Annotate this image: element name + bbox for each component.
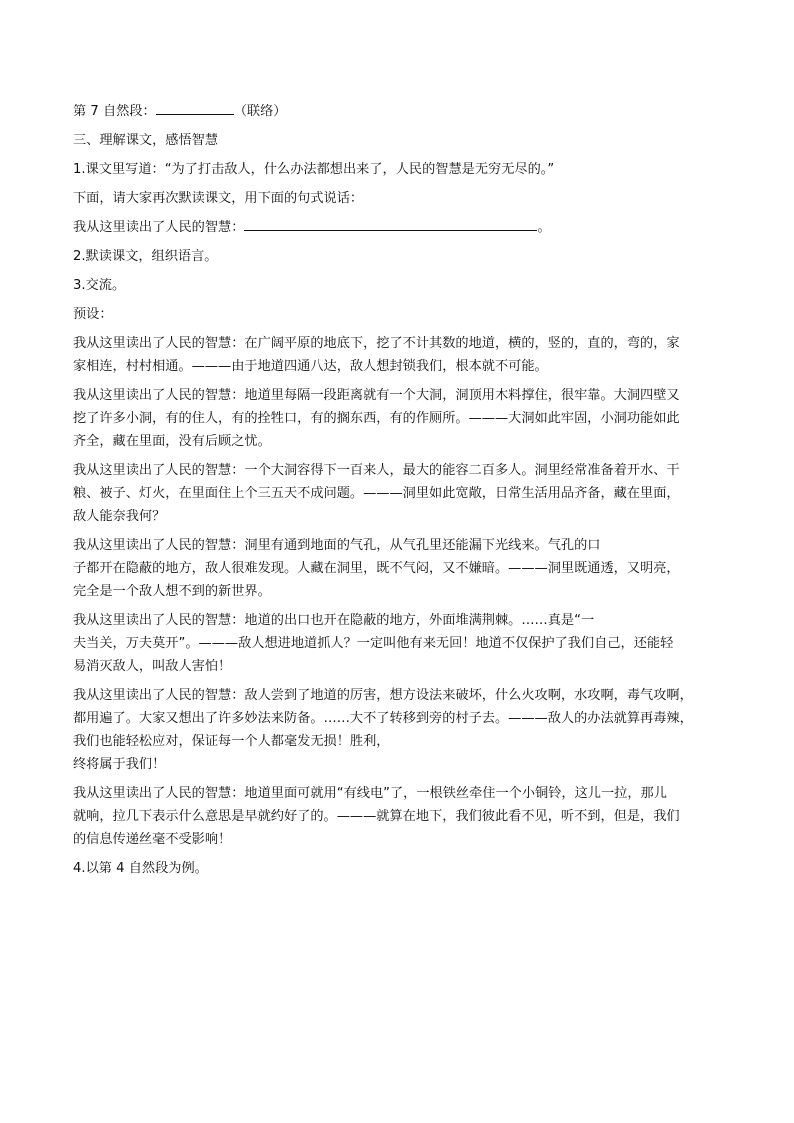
- paragraph-7-line: [73, 100, 733, 123]
- sentence-pattern-line: [73, 216, 733, 239]
- answer-line: 子都开在隐蔽的地方，敌人很难发现。人藏在洞里，既不气闷，又不嫌暗。———洞里既通透，又明亮，: [73, 561, 680, 576]
- sentence-pattern-label: 我从这里读出了人民的智慧：: [73, 220, 245, 235]
- answer-paragraph: [73, 609, 733, 678]
- fill-in-blank[interactable]: [156, 100, 234, 115]
- answer-list: [73, 332, 733, 857]
- answer-paragraph: [73, 459, 733, 528]
- answer-line: 我从这里读出了人民的智慧：一个大洞容得下一百来人，最大的能容二百多人。洞里经常准备着开水、干: [73, 463, 680, 478]
- question-3: 3.交流。: [73, 278, 126, 293]
- answer-paragraph: [73, 684, 733, 776]
- instruction-text: 下面，请大家再次默读课文，用下面的句式说话：: [73, 191, 364, 206]
- answer-paragraph: [73, 384, 733, 453]
- answer-line: 我从这里读出了人民的智慧：地道的出口也开在隐蔽的地方，外面堆满荆棘。……真是“一: [73, 613, 595, 628]
- answer-line: 家相连，村村相通。———由于地道四通八达，敌人想封锁我们，根本就不可能。: [73, 359, 548, 374]
- answer-line: 都用遍了。大家又想出了许多妙法来防备。……大不了转移到旁的村子去。———敌人的办法就算再毒辣，: [73, 711, 693, 726]
- paragraph-7-suffix: （联络）: [233, 104, 287, 119]
- answer-line: 终将属于我们！: [73, 757, 166, 772]
- answer-paragraph: [73, 332, 733, 378]
- answer-line: 我从这里读出了人民的智慧：敌人尝到了地道的厉害，想方设法来破坏，什么火攻啊，水攻啊，毒气攻啊，: [73, 688, 693, 703]
- answer-line: 易消灭敌人，叫敌人害怕！: [73, 659, 232, 674]
- answer-line: 我从这里读出了人民的智慧：在广阔平原的地底下，挖了不计其数的地道，横的，竖的，直的，弯的，家: [73, 336, 680, 351]
- answer-line: 我们也能轻松应对，保证每一个人都毫发无损！胜利，: [73, 734, 390, 749]
- answer-line: 完全是一个敌人想不到的新世界。: [73, 584, 271, 599]
- answer-line: 齐全，藏在里面，没有后顾之忧。: [73, 434, 271, 449]
- answer-line: 粮、被子、灯火，在里面住上个三五天不成问题。———洞里如此宽敞，日常生活用品齐备，藏在里面，: [73, 486, 680, 501]
- answer-paragraph: [73, 534, 733, 603]
- question-1: 1.课文里写道：“为了打击敌人，什么办法都想出来了，人民的智慧是无穷无尽的。”: [73, 162, 555, 177]
- sentence-pattern-end: 。: [537, 220, 551, 235]
- question-4: 4.以第 4 自然段为例。: [73, 861, 208, 876]
- answer-line: 挖了许多小洞，有的住人，有的拴牲口，有的搁东西，有的作厕所。———大洞如此牢固，小洞功能如此: [73, 411, 680, 426]
- answer-line: 我从这里读出了人民的智慧：地道里面可就用“有线电”了，一根铁丝牵住一个小铜铃，这儿一拉，那儿: [73, 786, 667, 801]
- section-heading: 三、理解课文，感悟智慧: [73, 133, 219, 148]
- answer-line: 夫当关，万夫莫开”。———敌人想进地道抓人？一定叫他有来无回！地道不仅保护了我们自己，还能轻: [73, 636, 674, 651]
- question-2: 2.默读课文，组织语言。: [73, 249, 218, 264]
- answer-line: 敌人能奈我何？: [73, 509, 166, 524]
- answer-line: 就响，拉几下表示什么意思是早就约好了的。———就算在地下，我们彼此看不见，听不到，但是，我们: [73, 809, 680, 824]
- preset-label: 预设：: [73, 307, 113, 322]
- answer-paragraph: [73, 782, 733, 851]
- sentence-pattern-blank[interactable]: [244, 216, 537, 231]
- answer-line: 我从这里读出了人民的智慧：地道里每隔一段距离就有一个大洞，洞顶用木料撑住，很牢靠。大洞四壁又: [73, 388, 680, 403]
- paragraph-7-label: 第 7 自然段：: [73, 104, 156, 119]
- document-page: [73, 100, 733, 880]
- answer-line: 的信息传递丝毫不受影响！: [73, 832, 232, 847]
- answer-line: 我从这里读出了人民的智慧：洞里有通到地面的气孔，从气孔里还能漏下光线来。气孔的口: [73, 538, 601, 553]
